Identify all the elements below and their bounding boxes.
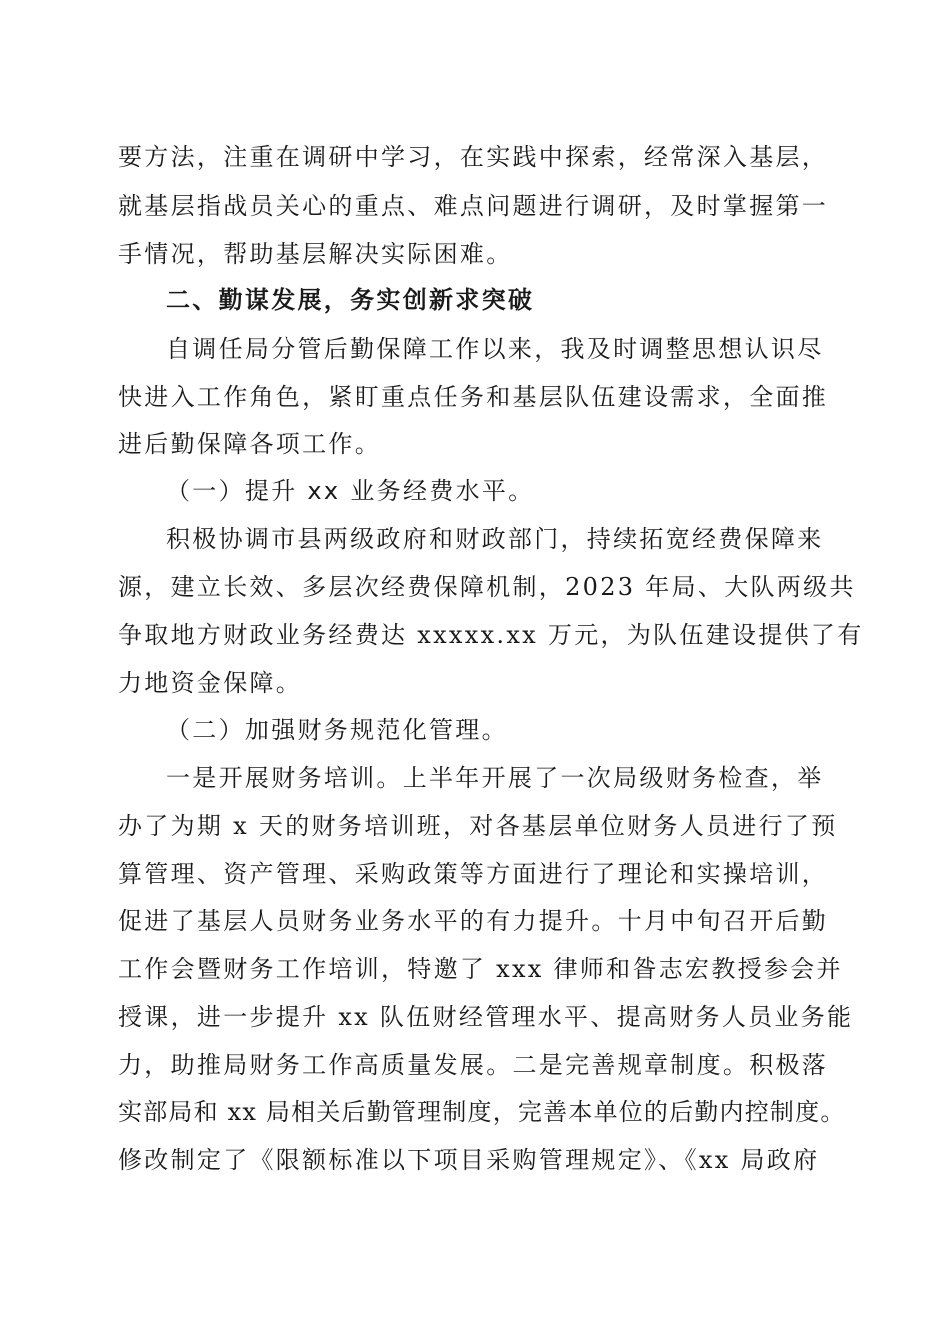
body-line: 一是开展财务培训。上半年开展了一次局级财务检查，举 (166, 764, 824, 792)
body-line: 手情况，帮助基层解决实际困难。 (118, 240, 513, 268)
body-line: 修改制定了《限额标准以下项目采购管理规定》、《xx 局政府 (118, 1146, 820, 1174)
body-line: 自调任局分管后勤保障工作以来，我及时调整思想认识尽 (166, 335, 824, 363)
body-line: 工作会暨财务工作培训，特邀了 xxx 律师和昝志宏教授参会并 (118, 955, 843, 983)
body-line: 促进了基层人员财务业务水平的有力提升。十月中旬召开后勤 (118, 907, 829, 935)
body-line: 授课，进一步提升 xx 队伍财经管理水平、提高财务人员业务能 (118, 1003, 854, 1031)
body-line: 争取地方财政业务经费达 xxxxx.xx 万元，为队伍建设提供了有 (118, 621, 864, 649)
body-line: 积极协调市县两级政府和财政部门，持续拓宽经费保障来 (166, 525, 824, 553)
body-line: 算管理、资产管理、采购政策等方面进行了理论和实操培训， (118, 860, 829, 888)
body-line: 快进入工作角色，紧盯重点任务和基层队伍建设需求，全面推 (118, 383, 829, 411)
body-line: 就基层指战员关心的重点、难点问题进行调研，及时掌握第一 (118, 192, 829, 220)
body-line: 力地资金保障。 (118, 669, 303, 697)
body-line: 进后勤保障各项工作。 (118, 430, 381, 458)
body-line: 源，建立长效、多层次经费保障机制，2023 年局、大队两级共 (118, 573, 856, 601)
subsection-heading: （二）加强财务规范化管理。 (166, 716, 508, 744)
subsection-heading: （一）提升 xx 业务经费水平。 (166, 477, 535, 505)
body-line: 办了为期 x 天的财务培训班，对各基层单位财务人员进行了预 (118, 812, 838, 840)
body-line: 实部局和 xx 局相关后勤管理制度，完善本单位的后勤内控制度。 (118, 1098, 846, 1126)
body-line: 要方法，注重在调研中学习，在实践中探索，经常深入基层， (118, 143, 829, 171)
body-line: 力，助推局财务工作高质量发展。二是完善规章制度。积极落 (118, 1051, 829, 1079)
section-heading: 二、勤谋发展，务实创新求突破 (166, 286, 535, 314)
